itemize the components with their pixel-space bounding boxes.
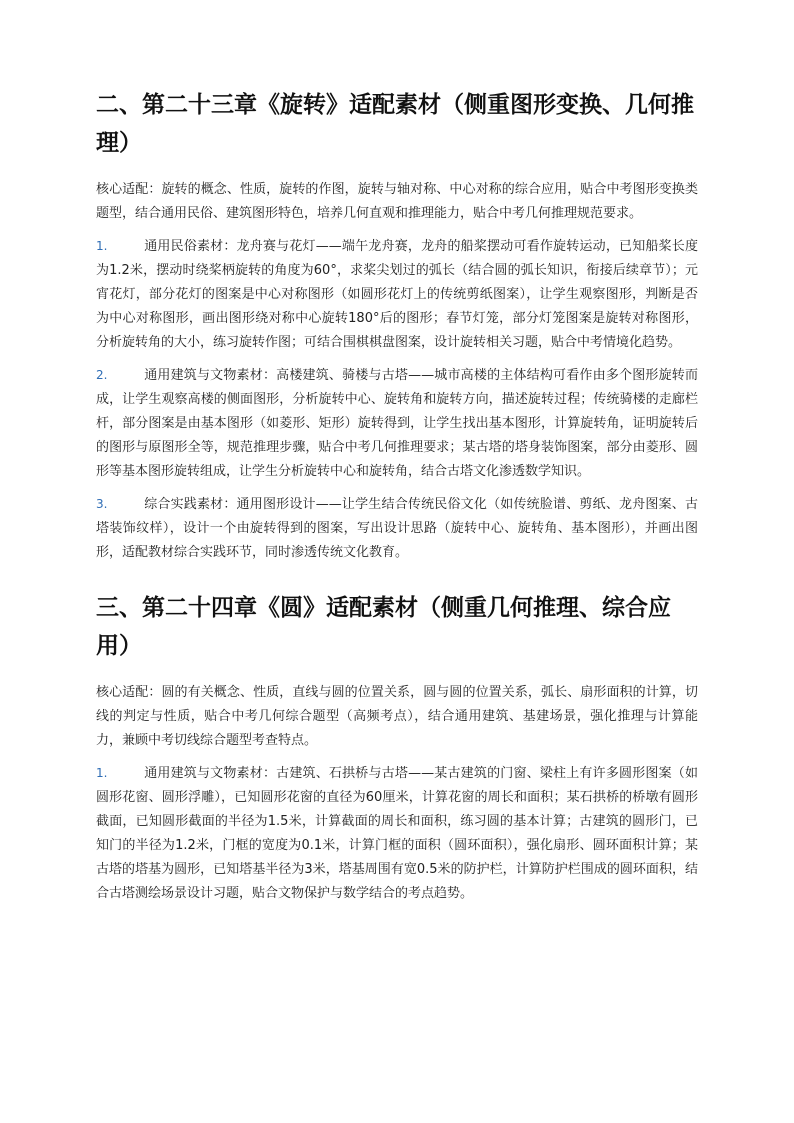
section-3-intro: 核心适配：圆的有关概念、性质，直线与圆的位置关系，圆与圆的位置关系，弧长、扇形面积的计算，切线的判定与性质，贴合中考几何综合题型（高频考点），结合通用建筑、基建场景，强化推理与计算能力，兼顾中考切线综合题型考查特点。 [96,685,698,748]
section-2-title: 二、第二十三章《旋转》适配素材（侧重图形变换、几何推理） [96,92,694,156]
list-item-text: 通用建筑与文物素材：古建筑、石拱桥与古塔——某古建筑的门窗、梁柱上有许多圆形图案（如圆形花窗、圆形浮雕），已知圆形花窗的直径为60厘米，计算花窗的周长和面积；某石拱桥的桥墩有圆形截面，已知圆形截面的半径为1.5米，计算截面的周长和面积，练习圆的基本计算；古建筑的圆形门，已知门的半径为1.2米，门框的宽度为0.1米，计算门框的面积（圆环面积），强化扇形、圆环面积计算；某古塔的塔基为圆形，已知塔基半径为3米，塔基周围有宽0.5米的防护栏，计算防护栏围成的圆环面积，结合古塔测绘场景设计习题，贴合文物保护与数学结合的考点趋势。 [96,766,698,901]
list-item-text: 通用建筑与文物素材：高楼建筑、骑楼与古塔——城市高楼的主体结构可看作由多个图形旋转而成，让学生观察高楼的侧面图形，分析旋转中心、旋转角和旋转方向，描述旋转过程；传统骑楼的走廊栏杆，部分图案是由基本图形（如菱形、矩形）旋转得到，让学生找出基本图形，计算旋转角，证明旋转后的图形与原图形全等，规范推理步骤，贴合中考几何推理要求；某古塔的塔身装饰图案，部分由菱形、圆形等基本图形旋转组成，让学生分析旋转中心和旋转角，结合古塔文化渗透数学知识。 [96,368,698,479]
section-2-item-2 [96,363,698,484]
section-2-item-1 [96,234,698,355]
list-number: 1. [96,239,108,253]
section-3-title: 三、第二十四章《圆》适配素材（侧重几何推理、综合应用） [96,595,671,659]
list-item-text: 通用民俗素材：龙舟赛与花灯——端午龙舟赛，龙舟的船桨摆动可看作旋转运动，已知船桨长度为1.2米，摆动时绕桨柄旋转的角度为60°，求桨尖划过的弧长（结合圆的弧长知识，衔接后续章节）；元宵花灯，部分花灯的图案是中心对称图形（如圆形花灯上的传统剪纸图案），让学生观察图形，判断是否为中心对称图形，画出图形绕对称中心旋转180°后的图形；春节灯笼，部分灯笼图案是旋转对称图形，分析旋转角的大小，练习旋转作图；可结合围棋棋盘图案，设计旋转相关习题，贴合中考情境化趋势。 [96,239,698,350]
list-number: 2. [96,368,108,382]
list-item-text: 综合实践素材：通用图形设计——让学生结合传统民俗文化（如传统脸谱、剪纸、龙舟图案、古塔装饰纹样），设计一个由旋转得到的图案，写出设计思路（旋转中心、旋转角、基本图形），并画出图形，适配教材综合实践环节，同时渗透传统文化教育。 [96,497,698,560]
section-3-item-1 [96,761,698,906]
list-number: 1. [96,766,108,780]
section-2-item-3 [96,492,698,565]
list-number: 3. [96,497,108,511]
section-2-intro: 核心适配：旋转的概念、性质，旋转的作图，旋转与轴对称、中心对称的综合应用，贴合中考图形变换类题型，结合通用民俗、建筑图形特色，培养几何直观和推理能力，贴合中考几何推理规范要求。 [96,182,698,221]
